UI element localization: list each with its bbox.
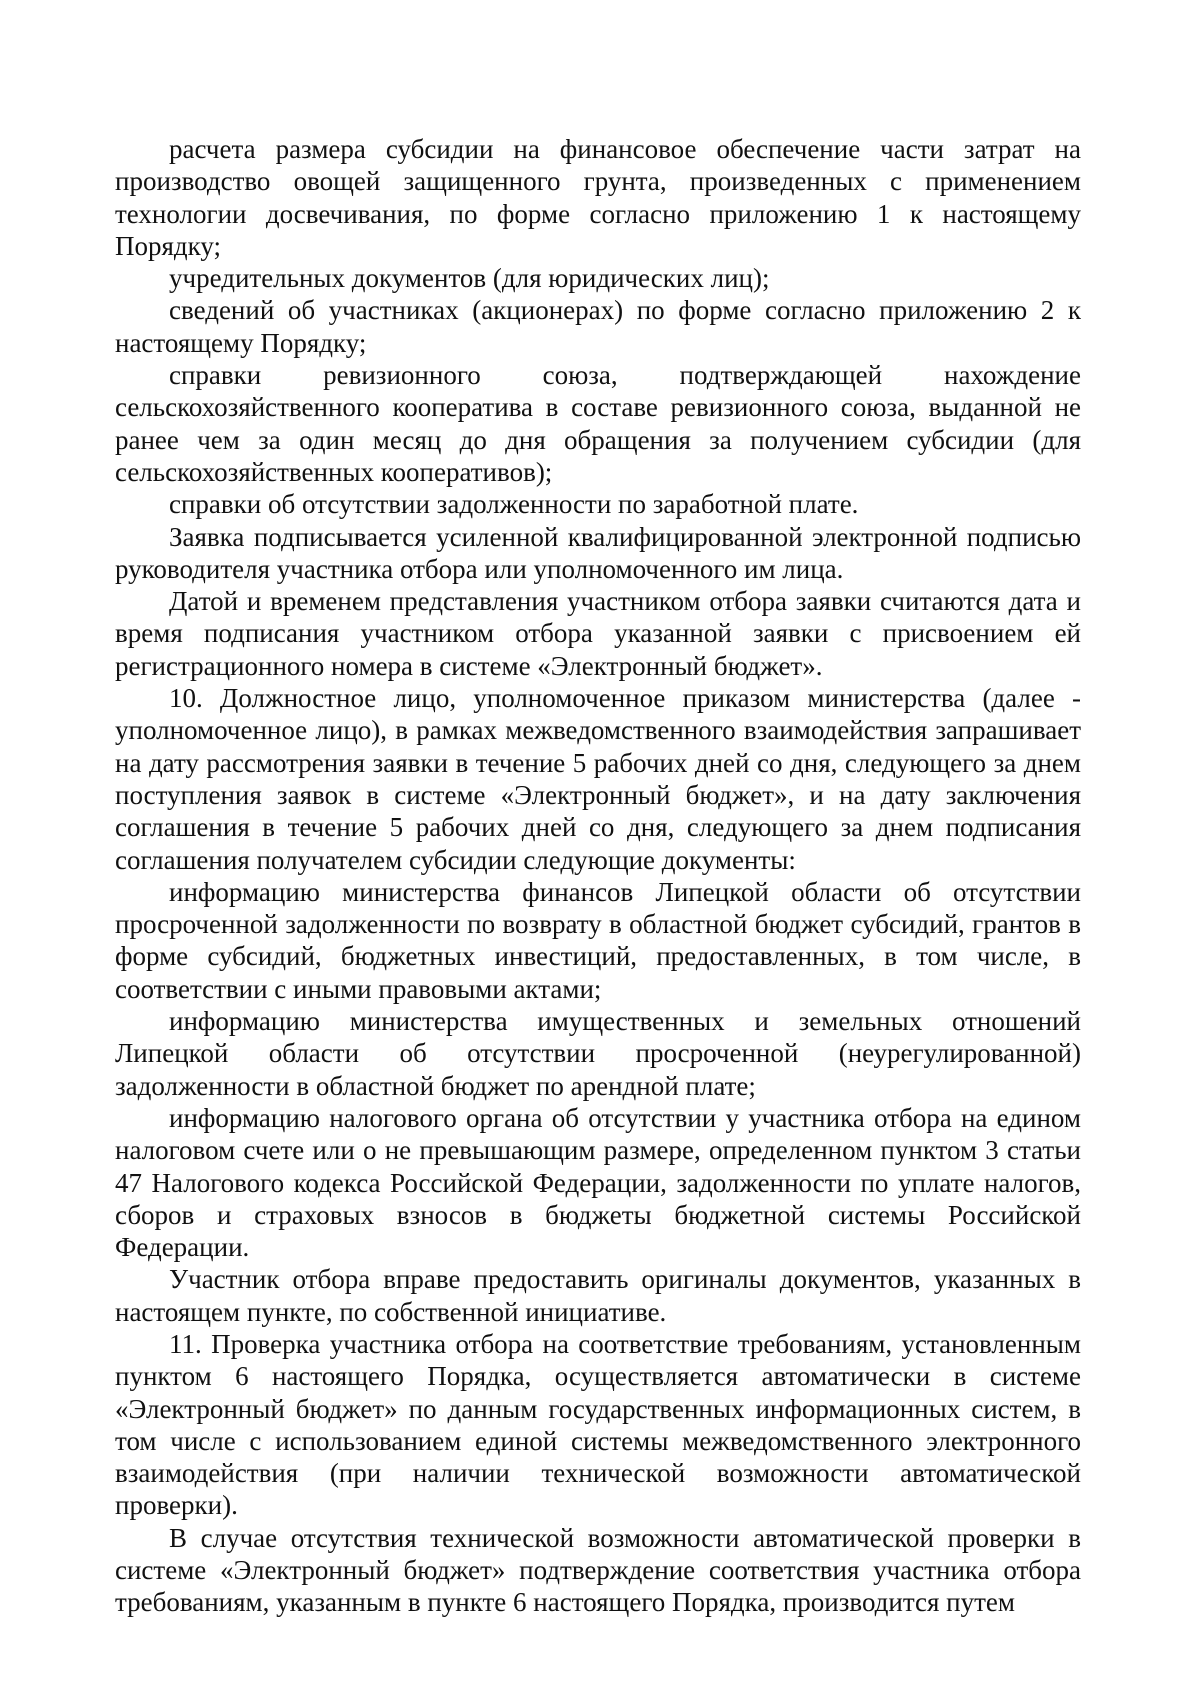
paragraph-application-signature: Заявка подписывается усиленной квалифицированной электронной подписью руководителя участника отбора или уполномоченного им лица. (115, 521, 1081, 584)
paragraph-founding-documents: учредительных документов (для юридических лиц); (169, 263, 770, 294)
paragraph-originals-initiative: Участник отбора вправе предоставить оригиналы документов, указанных в настоящем пункте, по собственной инициативе. (115, 1264, 1081, 1327)
paragraph-submission-date: Датой и временем представления участником отбора заявки считаются дата и время подписания участником отбора указанной заявки с присвоением ей регистрационного номера в системе «Электронный бюджет». (115, 586, 1081, 681)
paragraph-finance-ministry-info: информацию министерства финансов Липецкой области об отсутствии просроченной задолженности по возврату в областной бюджет субсидий, грантов в форме субсидий, бюджетных инвестиций, предоставленных, в том числе, в соответствии с иными правовыми актами; (115, 876, 1081, 1004)
document-page (115, 133, 1081, 1619)
paragraph-tax-authority-info: информацию налогового органа об отсутствии у участника отбора на едином налоговом счете или о не превышающим размере, определенном пунктом 3 статьи 47 Налогового кодекса Российской Федерации, задолженности по уплате налогов, сборов и страховых взносов в бюджеты бюджетной системы Российской Федерации. (115, 1102, 1081, 1263)
paragraph-participants-info: сведений об участниках (акционерах) по форме согласно приложению 2 к настоящему Порядку; (115, 295, 1081, 358)
paragraph-property-ministry-info: информацию министерства имущественных и земельных отношений Липецкой области об отсутствии просроченной (неурегулированной) задолженности в областной бюджет по арендной плате; (115, 1006, 1081, 1101)
paragraph-no-automatic-check: В случае отсутствия технической возможности автоматической проверки в системе «Электронный бюджет» подтверждение соответствия участника отбора требованиям, указанным в пункте 6 настоящего Порядка, производится путем (115, 1522, 1081, 1618)
paragraph-clause-10: 10. Должностное лицо, уполномоченное приказом министерства (далее - уполномоченное лицо), в рамках межведомственного взаимодействия запрашивает на дату рассмотрения заявки в течение 5 рабочих дней со дня, следующего за днем поступления заявок в системе «Электронный бюджет», и на дату заключения соглашения в течение 5 рабочих дней со дня, следующего за днем подписания соглашения получателем субсидии следующие документы: (115, 683, 1081, 875)
paragraph-audit-union-certificate: справки ревизионного союза, подтверждающей нахождение сельскохозяйственного кооператива в составе ревизионного союза, выданной не ранее чем за один месяц до дня обращения за получением субсидии (для сельскохозяйственных кооперативов); (115, 360, 1081, 487)
paragraph-clause-11: 11. Проверка участника отбора на соответствие требованиям, установленным пунктом 6 настоящего Порядка, осуществляется автоматически в системе «Электронный бюджет» по данным государственных информационных систем, в том числе с использованием единой системы межведомственного электронного взаимодействия (при наличии технической возможности автоматической проверки). (115, 1328, 1081, 1521)
paragraph-salary-debt-certificate: справки об отсутствии задолженности по заработной плате. (169, 489, 859, 520)
paragraph-calculation-form: расчета размера субсидии на финансовое обеспечение части затрат на производство овощей защищенного грунта, произведенных с применением технологии досвечивания, по форме согласно приложению 1 к настоящему Порядку; (115, 134, 1081, 261)
